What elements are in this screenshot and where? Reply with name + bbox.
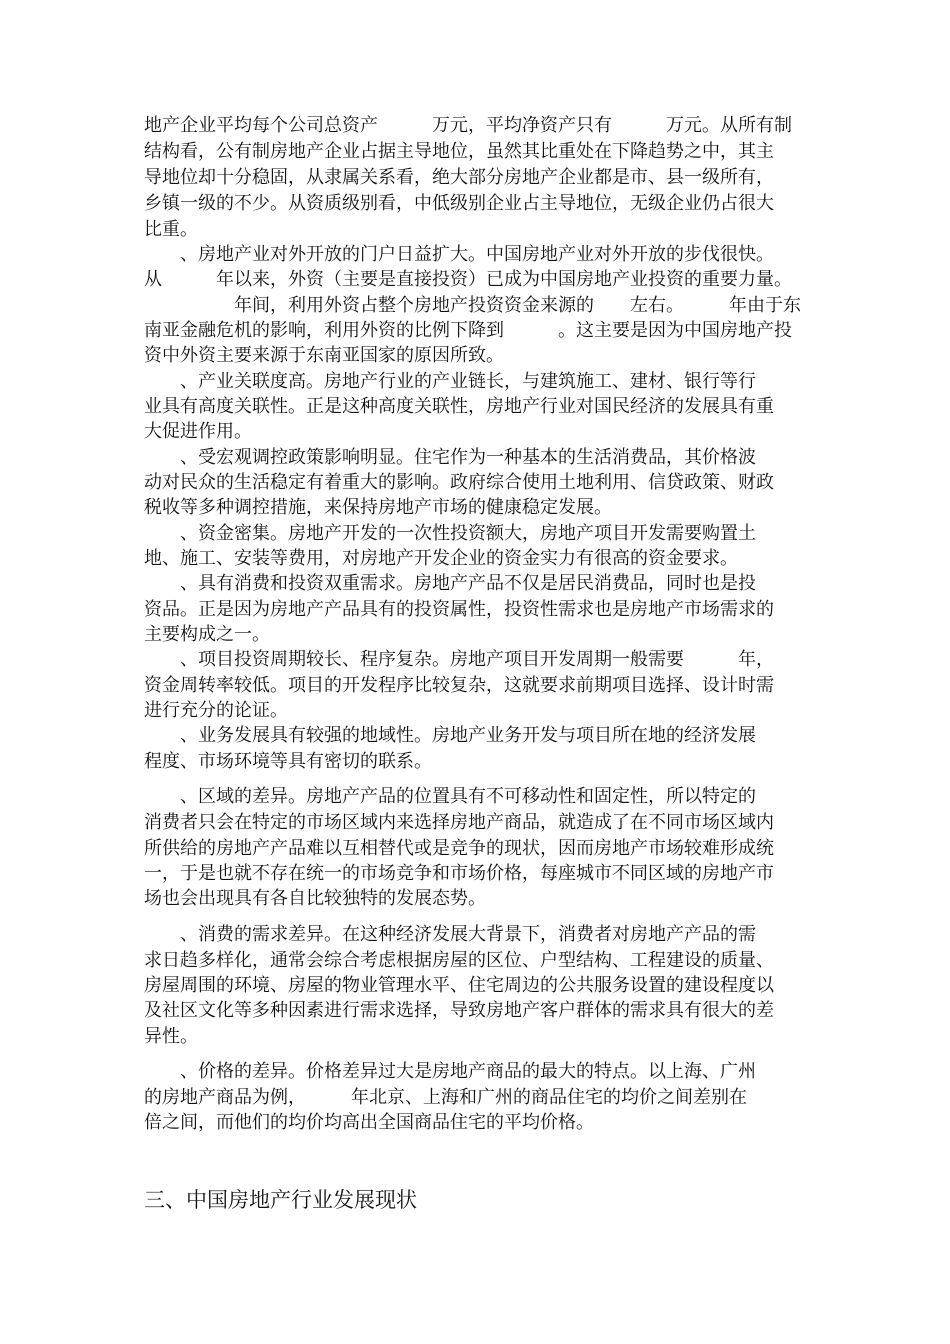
- text-line: 求日趋多样化，通常会综合考虑根据房屋的区位、户型结构、工程建设的质量、: [144, 950, 774, 971]
- text-line: 税收等多种调控措施，来保持房地产市场的健康稳定发展。: [144, 497, 612, 518]
- text-line: 异性。: [144, 1026, 198, 1047]
- text-line: 地、施工、安装等费用，对房地产开发企业的资金实力有很高的资金要求。: [144, 548, 738, 569]
- text-line: 、项目投资周期较长、程序复杂。房地产项目开发周期一般需要 年，: [144, 649, 774, 670]
- text-line: 资品。正是因为房地产产品具有的投资属性，投资性需求也是房地产市场需求的: [144, 599, 774, 620]
- text-line: 、价格的差异。价格差异过大是房地产商品的最大的特点。以上海、广州: [144, 1061, 756, 1082]
- text-line: 、区域的差异。房地产产品的位置具有不可移动性和固定性，所以特定的: [144, 786, 756, 807]
- text-line: 从 年以来，外资（主要是直接投资）已成为中国房地产业投资的重要力量。: [144, 269, 792, 290]
- text-line: 一，于是也就不存在统一的市场竞争和市场价格，每座城市不同区域的房地产市: [144, 863, 774, 884]
- section-heading: 三、中国房地产行业发展现状: [144, 1188, 417, 1212]
- text-line: 的房地产商品为例， 年北京、上海和广州的商品住宅的均价之间差别在: [144, 1087, 747, 1108]
- text-line: 房屋周围的环境、房屋的物业管理水平、住宅周边的公共服务设置的建设程度以: [144, 975, 774, 996]
- text-line: 主要构成之一。: [144, 624, 270, 645]
- text-line: 大促进作用。: [144, 421, 252, 442]
- text-line: 导地位却十分稳固，从隶属关系看，绝大部分房地产企业都是市、县一级所有，: [144, 167, 774, 188]
- text-line: 南亚金融危机的影响，利用外资的比例下降到 。这主要是因为中国房地产投: [144, 320, 792, 341]
- text-line: 、消费的需求差异。在这种经济发展大背景下，消费者对房地产产品的需: [144, 924, 756, 945]
- text-line: 结构看，公有制房地产企业占据主导地位，虽然其比重处在下降趋势之中，其主: [144, 141, 774, 162]
- text-line: 地产企业平均每个公司总资产 万元，平均净资产只有 万元。从所有制: [144, 115, 792, 136]
- text-line: 、受宏观调控政策影响明显。住宅作为一种基本的生活消费品，其价格波: [144, 447, 756, 468]
- text-line: 、具有消费和投资双重需求。房地产产品不仅是居民消费品，同时也是投: [144, 573, 756, 594]
- text-line: 、资金密集。房地产开发的一次性投资额大，房地产项目开发需要购置土: [144, 523, 756, 544]
- text-line: 乡镇一级的不少。从资质级别看，中低级别企业占主导地位，无级企业仍占很大: [144, 193, 774, 214]
- text-line: 倍之间，而他们的均价均高出全国商品住宅的平均价格。: [144, 1112, 594, 1133]
- text-line: 动对民众的生活稳定有着重大的影响。政府综合使用土地利用、信贷政策、财政: [144, 472, 774, 493]
- text-line: 进行充分的论证。: [144, 700, 288, 721]
- text-line: 业具有高度关联性。正是这种高度关联性，房地产行业对国民经济的发展具有重: [144, 396, 774, 417]
- text-line: 、房地产业对外开放的门户日益扩大。中国房地产业对外开放的步伐很快。: [144, 244, 774, 265]
- text-line: 年间，利用外资占整个房地产投资资金来源的 左右。 年由于东: [144, 295, 801, 316]
- text-line: 及社区文化等多种因素进行需求选择，导致房地产客户群体的需求具有很大的差: [144, 1000, 774, 1021]
- text-line: 资金周转率较低。项目的开发程序比较复杂，这就要求前期项目选择、设计时需: [144, 675, 774, 696]
- text-line: 场也会出现具有各自比较独特的发展态势。: [144, 888, 486, 909]
- text-line: 、产业关联度高。房地产行业的产业链长，与建筑施工、建材、银行等行: [144, 371, 756, 392]
- text-line: 比重。: [144, 219, 198, 240]
- text-line: 资中外资主要来源于东南亚国家的原因所致。: [144, 345, 504, 366]
- text-line: 所供给的房地产产品难以互相替代或是竞争的现状，因而房地产市场较难形成统: [144, 838, 774, 859]
- text-line: 、业务发展具有较强的地域性。房地产业务开发与项目所在地的经济发展: [144, 725, 756, 746]
- text-line: 程度、市场环境等具有密切的联系。: [144, 751, 432, 772]
- text-line: 消费者只会在特定的市场区域内来选择房地产商品，就造成了在不同市场区域内: [144, 812, 774, 833]
